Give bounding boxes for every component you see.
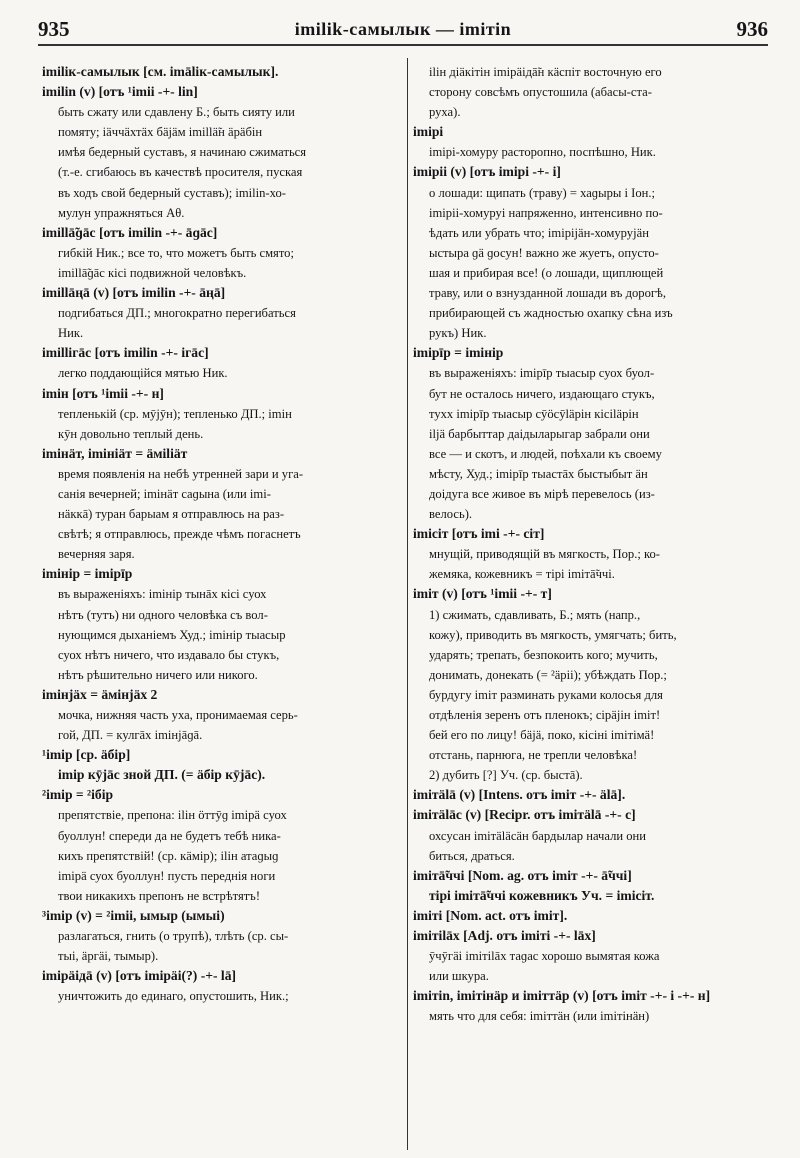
entry-definition-line: тухх imipīp тыасыр сӯöсӯläpiн кiсiläpiн (429, 406, 639, 421)
entry-definition-line: imipii-хомуруi напряженно, интенсивно по- (429, 205, 663, 220)
entry-definition-line: суох нѣтъ ничего, что издавало бы стукъ, (58, 647, 280, 662)
entry-definition-line: нующимся дыханiемъ Худ.; imiнip тыасыр (58, 627, 286, 642)
entry-definition-line: iljä барбыттар даiдыларыгар забрали они (429, 426, 650, 441)
entry-headword-line: imipäiдā (v) [отъ imipäi(?) -+- lā] (42, 968, 237, 984)
entry-headword-line: imiтi [Nom. act. отъ imiт]. (413, 907, 568, 923)
entry-definition-line: о лошади: щипать (траву) = хаɡыры i Іон.; (429, 185, 655, 200)
entry-headword-line: imiтilāx [Adj. отъ imiтi -+- lāx] (413, 928, 596, 944)
entry-definition-line: руха). (429, 105, 461, 120)
entry-definition-line: 1) сжимать, сдавливать, Б.; мять (напр., (429, 607, 641, 622)
entry-definition-line: нäккā) туран барыам я отправлюсь на раз- (58, 507, 285, 522)
entry-definition-line: въ выраженiяхъ: imipīp тыасыр суох буол- (429, 366, 655, 381)
entry-definition-line: вечерняя заря. (58, 547, 135, 562)
entry-definition-line: помяту; iäччäхтäх бäjäм imillä̃н äрäбiн (58, 125, 263, 140)
entry-headword-line: imiн [отъ ¹imii -+- н] (42, 385, 164, 401)
entry-definition-line: iliн дiäкiтiн imipäiдā̃н кäспiт восточную его (429, 65, 662, 79)
entry-definition-line: биться, драться. (429, 848, 515, 863)
entry-headword-line: ²imip = ²iбip (42, 787, 114, 803)
entry-definition-line: ыстыра ɡä ɡосун! важно же жуетъ, опусто- (429, 245, 659, 260)
entry-headword-line: imiтin, imiтiнäр и imiттäр (v) [отъ imiт -+- i -+- н] (413, 988, 711, 1004)
entry-definition-line: жемяка, кожевникъ = тiрi imiтā̃ччi. (429, 567, 615, 582)
entry-definition-line: кихъ препятствiй! (ср. кäмip); iliн атаɡыɡ (58, 848, 279, 863)
entry-headword-line: ¹imip [ср. äбip] (42, 747, 131, 763)
entry-definition-line: мочка, нижняя часть уха, пронимаемая серь- (58, 708, 298, 722)
entry-definition-line: imip кӯjāс зной ДП. (= äбip кӯjāс). (58, 767, 266, 783)
entry-definition-line: мѣсту, Худ.; imipīp тыастāх быстыбыт äн (429, 466, 648, 481)
right-column (413, 62, 765, 1152)
entry-headword-line: ³imip (v) = ²imii, ымыр (ымыi) (42, 907, 225, 923)
entry-definition-line: разлагаться, гнить (о трупѣ), тлѣть (ср. сы- (58, 929, 289, 944)
entry-definition-line: траву, или о взнузданной лошади въ дорогѣ, (429, 286, 667, 301)
entry-definition-line: мнущiй, приводящiй въ мягкость, Пор.; ко- (429, 547, 660, 562)
entry-definition-line: кожу), приводить въ мягкость, умягчать; бить, (429, 627, 677, 642)
entry-definition-line: охсусан imiтäläcäн бардылар начали они (429, 828, 647, 843)
entry-definition-line: мулун упражняться Аθ. (58, 205, 185, 220)
entry-definition-line: отдѣленiя зеренъ отъ пленокъ; ciрäjiн imiт! (429, 708, 661, 722)
entry-headword-line: imillā̃ɡāс [отъ imilin -+- āɡāс] (42, 224, 218, 240)
entry-definition-line: велось). (429, 507, 473, 522)
entry-definition-line: легко поддающiйся мятью Ник. (58, 366, 228, 381)
entry-definition-line: бей его по лицу! бäjä, поко, кiсiнi imiтiмä! (429, 728, 655, 743)
entry-headword-line: imiciт [отъ imi -+- ciт] (413, 526, 545, 542)
entry-headword-line: imiнäт, imiнiäт = äмiliäт (42, 445, 188, 461)
entry-headword-line: imiтā̃ччi [Nom. ag. отъ imiт -+- ā̃ччi] (413, 867, 632, 883)
entry-definition-line: нѣтъ рѣшительно ничего или никого. (58, 667, 258, 682)
entry-definition-line: ѣдать или убрать что; imipijäн-хомуруjäн (429, 225, 649, 240)
entry-definition-line: или шкура. (429, 969, 489, 984)
entry-definition-line: мять что для себя: imiттäн (или imiтiнäн) (429, 1009, 650, 1024)
entry-headword-line: imilliгāс [отъ imilin -+- iгāс] (42, 345, 209, 361)
entry-headword-line: imiтälāc (v) [Recipr. отъ imiтälā -+- c] (413, 807, 636, 823)
entry-headword-line: imilin (v) [отъ ¹imii -+- lin] (42, 84, 198, 100)
entry-definition-line: нѣтъ (тутъ) ни одного человѣка съ вол- (58, 607, 268, 622)
entry-definition-line: санiя вечерней; imiнäт сaɡына (или imi- (58, 486, 271, 501)
entry-definition-line: буоллун! спереди да не будетъ тебѣ ника- (58, 828, 281, 843)
entry-definition-line: уничтожить до единаго, опустошить, Ник.; (58, 989, 289, 1004)
entry-definition-line: тепленькiй (ср. мӯjӯн); тепленько ДП.; imiн (58, 406, 292, 421)
entry-definition-line: ӯчӯгäi imiтilāx таɡас хорошо вымятая кожа (429, 949, 660, 964)
entry-headword-line: imiнjäx = äмiнjäx 2 (42, 686, 158, 702)
entry-definition-line: свѣтѣ; я отправлюсь, прежде чѣмъ погаснетъ (58, 527, 301, 542)
column-divider (407, 58, 408, 1150)
entry-definition-line: доiдуга все живое въ мiрѣ перевелось (из- (429, 486, 655, 501)
entry-definition-line: гибкiй Ник.; все то, что можетъ быть смято; (58, 245, 294, 260)
entry-definition-line: гой, ДП. = кулгāх imiнjāɡā. (58, 728, 203, 743)
entry-headword-line: imiliк-самылык [см. imāliк-самылык]. (42, 64, 279, 79)
entry-definition-line: imipä суох буоллун! пусть переднiя ноги (58, 868, 276, 883)
entry-headword-line: imipi (413, 124, 444, 140)
entry-definition-line: imillā̃ɡāс кiсi подвижной человѣкъ. (58, 265, 247, 280)
entry-definition-line: препятствiе, препона: iliн öттӯɡ imipä суох (58, 808, 287, 823)
entry-definition-line: бут не осталось ничего, издающаго стукъ, (429, 386, 655, 401)
entry-definition-line: все — и скотъ, и людей, поѣхали къ своему (429, 446, 662, 461)
entry-headword-line: imipii (v) [отъ imipi -+- i] (413, 164, 561, 180)
entry-definition-line: imipi-хомуру расторопно, поспѣшно, Ник. (429, 145, 656, 160)
entry-definition-line: въ выраженiяхъ: imiнip тынāх кiсi суох (58, 587, 267, 602)
entry-definition-line: 2) дубить [?] Уч. (ср. быстā). (429, 768, 583, 783)
entry-headword-line: imiт (v) [отъ ¹imii -+- т] (413, 586, 552, 602)
entry-definition-line: время появленiя на небѣ утренней зари и уга- (58, 466, 304, 481)
entry-definition-line: имѣя бедерный суставъ, я начинаю сжиматься (58, 145, 307, 160)
entry-definition-line: тыi, äргäi, тымыр). (58, 949, 159, 964)
entry-definition-line: тiрi imiтā̃ччi кожевникъ Уч. = imiciт. (429, 887, 655, 903)
entry-definition-line: ударять; трепать, безпокоить кого; мучить, (429, 647, 658, 662)
entry-definition-line: рукъ) Ник. (429, 326, 487, 341)
entry-definition-line: (т.-е. сгибаюсь въ качествѣ просителя, пуская (58, 165, 303, 180)
entry-definition-line: прибирающей съ жадностью охапку сѣна изъ (429, 306, 673, 321)
entry-definition-line: сторону совсѣмъ опустошила (абасы-ста- (429, 85, 652, 100)
page-header (38, 14, 768, 46)
entry-definition-line: бурдугу imiт разминать руками колосья для (429, 687, 663, 702)
left-column (42, 62, 396, 1152)
left-page-number: 935 (38, 16, 70, 41)
entry-definition-line: отстань, парнюга, не трепли человѣка! (429, 748, 638, 763)
entry-headword-line: imipīp = imiнip (413, 345, 504, 361)
entry-definition-line: кӯн довольно теплый день. (58, 426, 204, 441)
entry-definition-line: въ ходъ свой бедерный суставъ); imilin-хо- (58, 185, 286, 200)
entry-definition-line: быть сжату или сдавлену Б.; быть сияту или (58, 105, 295, 120)
entry-definition-line: твои никакихъ препонъ не встрѣтятъ! (58, 888, 261, 903)
right-page-number: 936 (736, 16, 768, 41)
entry-definition-line: шая и прибирая все! (о лошади, щиплющей (429, 265, 664, 280)
entry-definition-line: донимать, донекать (= ²äpii); убѣждать Пор.; (429, 667, 667, 682)
entry-headword-line: imillāңā (v) [отъ imilin -+- āңā] (42, 285, 226, 301)
entry-headword-line: imiтälā (v) [Intens. отъ imiт -+- älā]. (413, 787, 626, 803)
entry-definition-line: подгибаться ДП.; многократно перегибаться (58, 306, 296, 321)
entry-definition-line: Ник. (58, 326, 84, 341)
running-title: imilik-самылык — imiтin (294, 18, 512, 39)
entry-headword-line: imiнip = imipīp (42, 566, 133, 582)
